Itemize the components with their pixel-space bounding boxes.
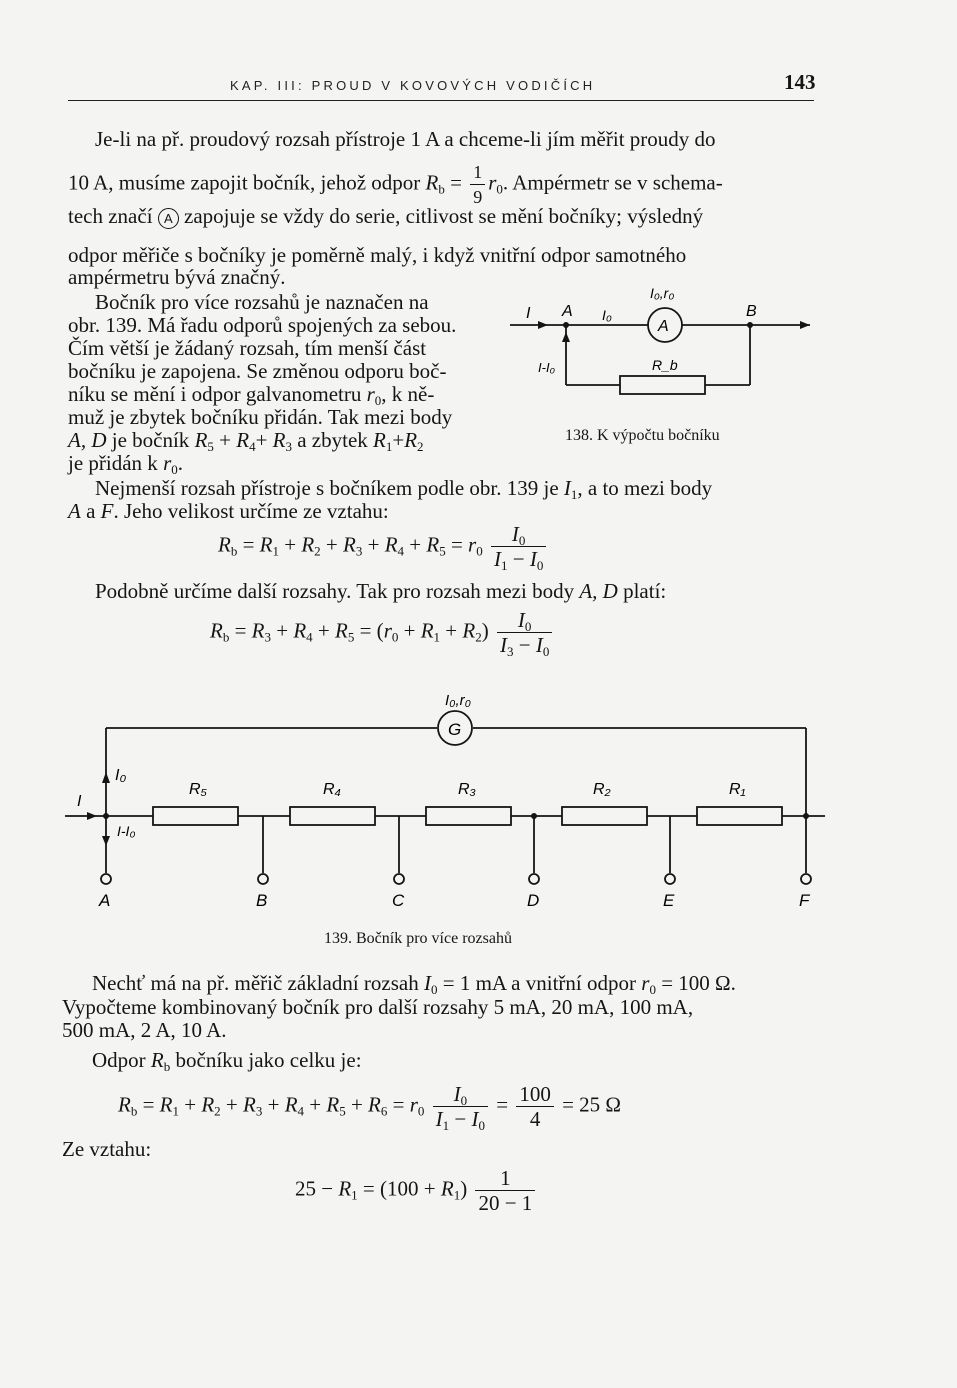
fig138-label-Io: I₀ — [602, 307, 612, 323]
equation-2: $R_b = R_3 + R_4 + R_5 = (r_0 + R_1 + R_2)$ $\frac{I_0}{I_3 - I_0}$ — [210, 608, 555, 657]
fig139-terminal-C: C — [392, 891, 405, 910]
p5-line-1: Nechť má na př. měřič základní rozsah $I_0 = 1$ mA a vnitřní odpor $r_0 = 100$ Ω. — [92, 971, 736, 997]
fig138-label-B: B — [746, 303, 757, 320]
p1-line-4: odpor měřiče s bočníky je poměrně malý, i když vnitřní odpor samotného — [68, 243, 687, 267]
p2-line-6: muž je zbytek bočníku přidán. Tak mezi body — [68, 405, 453, 429]
equation-4: $25 - R_1 = (100 + R_1)$ $\frac{1}{20 - 1}$ — [295, 1166, 538, 1215]
fig139-label-R2: R₂ — [593, 781, 611, 798]
fig139-terminal-B: B — [256, 891, 268, 910]
fig139-terminal-F: F — [799, 891, 810, 910]
header-rule — [68, 100, 814, 101]
p5-line-2: Vypočteme kombinovaný bočník pro další rozsahy 5 mA, 20 mA, 100 mA, — [62, 995, 694, 1019]
fig139-label-IoRo: I₀,r₀ — [445, 692, 471, 709]
p2-line-8: je přidán k $r_0$. — [68, 451, 183, 477]
p1-line-2: 10 A, musíme zapojit bočník, jehož odpor $R_b$ = $\frac{1}{9}$ $r_0$. Ampérmetr se v schema- — [68, 162, 723, 207]
fig139-terminal-A: A — [99, 891, 111, 910]
p1-line-3: tech značí A zapojuje se vždy do serie, citlivost se mění bočníky; výsledný — [68, 204, 704, 228]
p1-line-5: ampérmetru bývá značný. — [68, 265, 286, 289]
p2-line-2: obr. 139. Má řadu odporů spojených za sebou. — [68, 313, 457, 337]
p5-line-3: 500 mA, 2 A, 10 A. — [62, 1018, 227, 1042]
p7-line-1: Ze vztahu: — [62, 1137, 152, 1161]
fig139-label-I: I — [77, 793, 82, 810]
page-number: 143 — [784, 70, 816, 94]
fig138-label-A: A — [562, 303, 573, 320]
fig138-label-IminusIo: I-I₀ — [538, 360, 556, 375]
equation-1: $R_b = R_1 + R_2 + R_3 + R_4 + R_5 = r_0$ $\frac{I_0}{I_1 - I_0}$ — [218, 522, 549, 571]
fig139-label-R1: R₁ — [729, 781, 746, 798]
fig139-terminal-E: E — [663, 891, 675, 910]
p2-line-1: Bočník pro více rozsahů je naznačen na — [95, 290, 429, 314]
fig138-meter-label: A — [658, 318, 669, 335]
p2-line-5: níku se mění i odpor galvanometru $r_0$, k ně- — [68, 382, 435, 408]
p2-line-4: bočníku je zapojena. Se změnou odporu boč- — [68, 359, 447, 383]
p1-line-1: Je-li na př. proudový rozsah přístroje 1 A a chceme-li jím měřit proudy do — [95, 127, 716, 151]
fig139-label-R4: R₄ — [323, 781, 341, 798]
fig138-label-I: I — [526, 305, 531, 322]
fig139-label-R3: R₃ — [458, 781, 476, 798]
fig139-label-Io: I₀ — [115, 767, 127, 784]
p3-line-2: A a F. Jeho velikost určíme ze vztahu: — [68, 499, 389, 523]
p2-line-3: Čím větší je žádaný rozsah, tím menší část — [68, 336, 427, 360]
fig139-label-R5: R₅ — [189, 781, 207, 798]
figure-138-caption: 138. K výpočtu bočníku — [565, 427, 720, 444]
p4-line-1: Podobně určíme další rozsahy. Tak pro rozsah mezi body A, D platí: — [95, 579, 667, 603]
equation-3: $R_b = R_1 + R_2 + R_3 + R_4 + R_5 + R_6 = r_0$ $\frac{I_0}{I_1 - I_0}$ = $\frac{100}{4}$ = 25 Ω — [118, 1082, 622, 1133]
p2-line-7: A, D je bočník $R_5 + R_4+ R_3$ a zbytek $R_1+R_2$ — [68, 428, 424, 454]
p6-line-1: Odpor $R_b$ bočníku jako celku je: — [92, 1048, 362, 1074]
fig139-terminal-D: D — [527, 891, 540, 910]
figure-139-circuit — [65, 688, 825, 918]
fig138-label-Rb: R_b — [652, 357, 678, 373]
p3-line-1: Nejmenší rozsah přístroje s bočníkem podle obr. 139 je $I_1$, a to mezi body — [95, 476, 713, 502]
figure-138-circuit — [510, 280, 810, 430]
fig139-galvanometer-label: G — [448, 720, 462, 739]
ammeter-symbol: A — [158, 208, 179, 229]
fig139-label-IminusIo: I-I₀ — [117, 823, 136, 839]
running-header: KAP. III: PROUD V KOVOVÝCH VODIČÍCH — [230, 78, 596, 93]
fig138-label-IoRo: I₀,r₀ — [650, 285, 675, 301]
figure-139-caption: 139. Bočník pro více rozsahů — [324, 930, 512, 947]
